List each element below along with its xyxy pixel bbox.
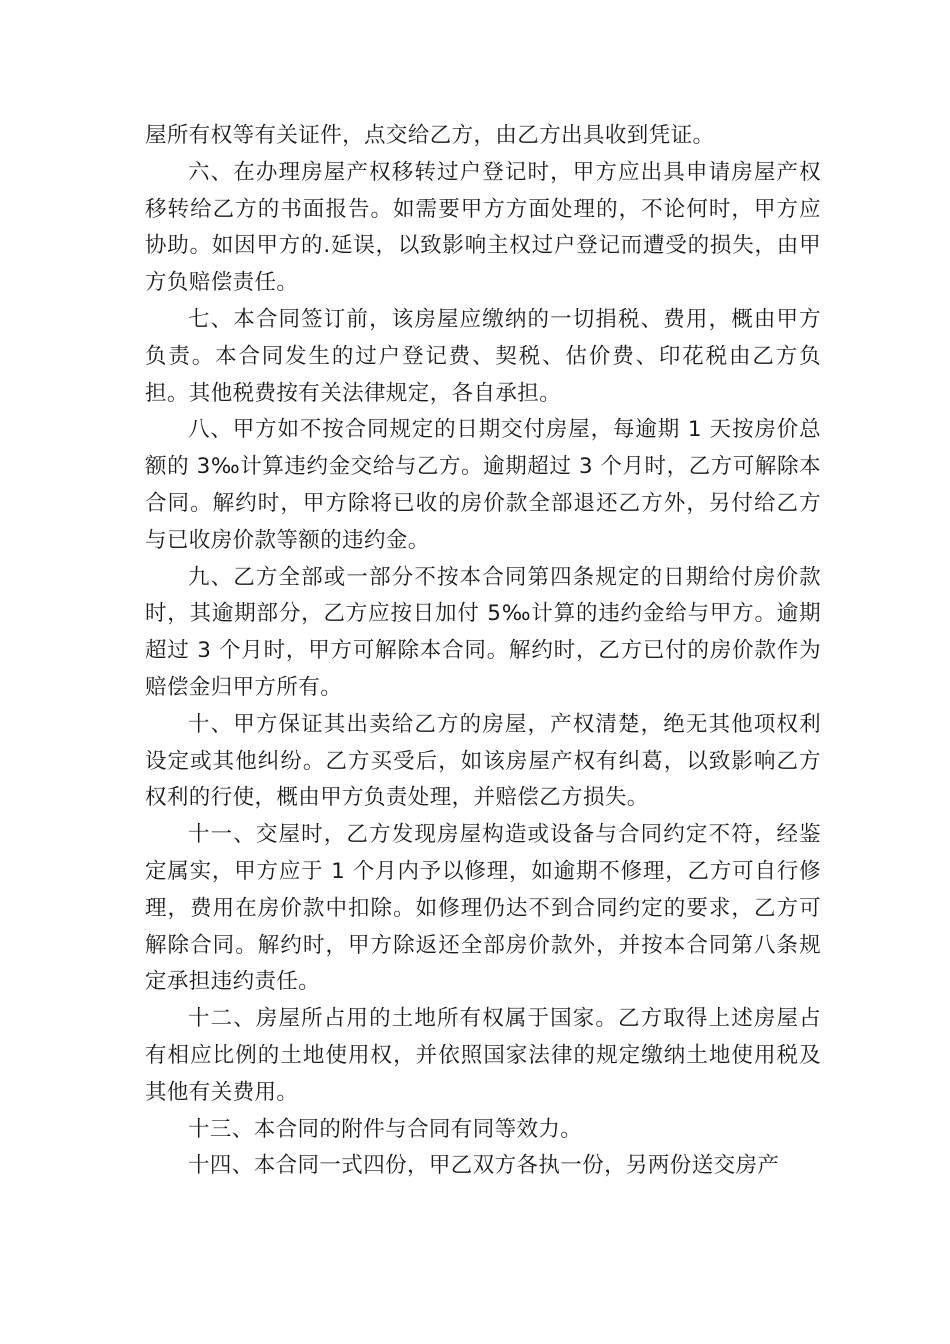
paragraph-clause-9: 九、乙方全部或一部分不按本合同第四条规定的日期给付房价款时，其逾期部分，乙方应按日加付 5‰计算的违约金给与甲方。逾期超过 3 个月时，甲方可解除本合同。解约时，乙方已付的房价款作为赔偿金归甲方所有。: [145, 564, 821, 700]
paragraph-clause-13: 十三、本合同的附件与合同有同等效力。: [188, 1116, 583, 1142]
paragraph-clause-8: 八、甲方如不按合同规定的日期交付房屋，每逾期 1 天按房价总额的 3‰计算违约金交给与乙方。逾期超过 3 个月时，乙方可解除本合同。解约时，甲方除将已收的房价款全部退还乙方外，另付给乙方与已收房价款等额的违约金。: [145, 417, 821, 553]
paragraph-clause-10: 十、甲方保证其出卖给乙方的房屋，产权清楚，绝无其他项权利设定或其他纠纷。乙方买受后，如该房屋产权有纠葛，以致影响乙方权利的行使，概由甲方负责处理，并赔偿乙方损失。: [145, 711, 821, 811]
paragraph-clause-6: 六、在办理房屋产权移转过户登记时，甲方应出具申请房屋产权移转给乙方的书面报告。如需要甲方方面处理的，不论何时，甲方应协助。如因甲方的.延误，以致影响主权过户登记而遭受的损失，由甲方负赔偿责任。: [145, 159, 821, 296]
paragraph-continuation: 屋所有权等有关证件，点交给乙方，由乙方出具收到凭证。: [145, 123, 715, 148]
paragraph-clause-14: 十四、本合同一式四份，甲乙双方各执一份，另两份送交房产: [188, 1153, 780, 1179]
paragraph-clause-12: 十二、房屋所占用的土地所有权属于国家。乙方取得上述房屋占有相应比例的土地使用权，并依照国家法律的规定缴纳土地使用税及其他有关费用。: [145, 1006, 821, 1105]
paragraph-clause-11: 十一、交屋时，乙方发现房屋构造或设备与合同约定不符，经鉴定属实，甲方应于 1 个月内予以修理，如逾期不修理，乙方可自行修理，费用在房价款中扣除。如修理仍达不到合同约定的要求，乙方可解除合同。解约时，甲方除返还全部房价款外，并按本合同第八条规定承担违约责任。: [145, 822, 821, 995]
contract-body: [145, 118, 821, 1185]
paragraph-clause-7: 七、本合同签订前，该房屋应缴纳的一切捐税、费用，概由甲方负责。本合同发生的过户登记费、契税、估价费、印花税由乙方负担。其他税费按有关法律规定，各自承担。: [145, 306, 821, 406]
